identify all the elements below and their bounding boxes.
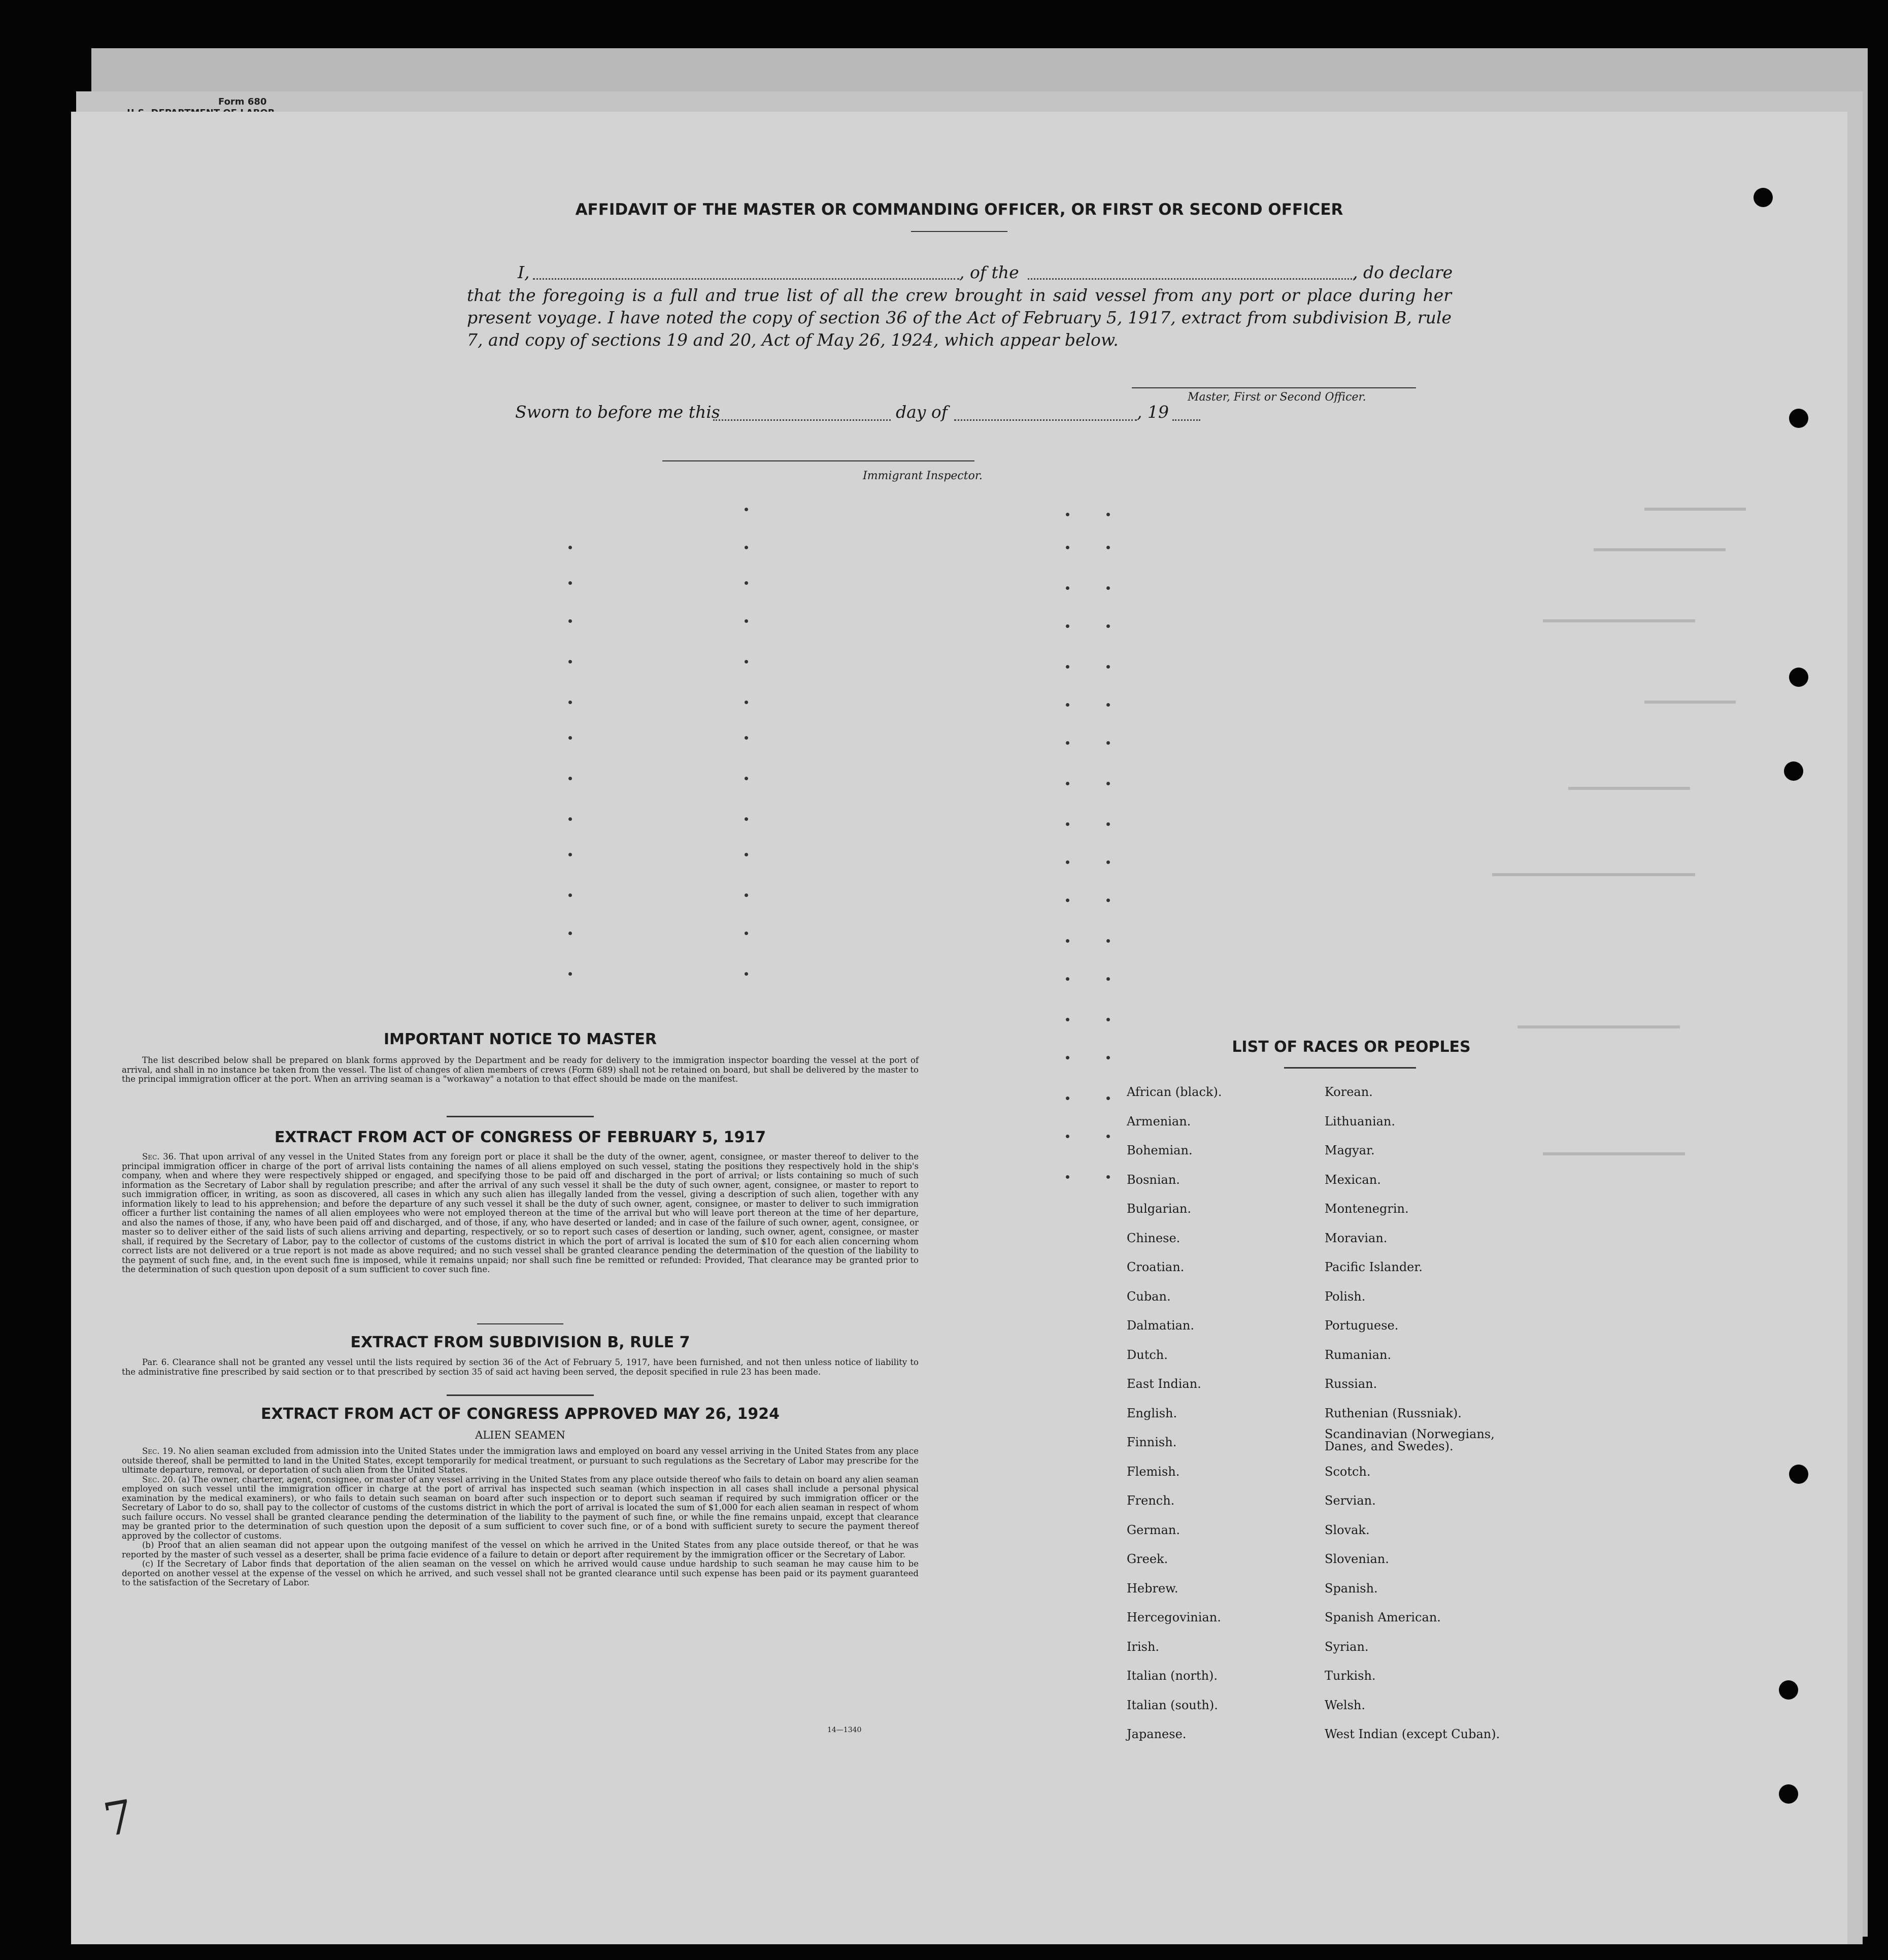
section-text: (a) The owner, charterer, agent, consignee, or master of any vessel arriving in the United States from any place outside thereof who fails to detain on board any alien seaman employed on such vessel until the immigration officer in charge at the port of arrival has inspected such seaman (which inspection in all cases shall include a personal physical examination by the medical examiners), or who fails to detain such seaman on board after such inspection or to deport such seaman if required by such immigration officer or the Secretary of Labor to do so, shall pay to the collector of customs of the customs district in which the port of arrival is located the sum of $1,000 for each alien seaman in respect of whom such failure occurs. No vessel shall be granted clearance pending the determination of the liability to the payment of such fine, or while the fine remains unpaid, except that clearance may be granted prior to the determination of such question upon the deposit of a sum sufficient to cover such fine, or of a bond with sufficient surety to secure the payment thereof approved by the collector of customs. [122, 1474, 919, 1541]
races-left-column [1127, 1078, 1309, 1749]
handwritten-mark: 7 [99, 1789, 138, 1848]
dot-mark [1066, 899, 1069, 902]
affidavit-line-of-the: , of the [959, 262, 1019, 282]
section-text: No alien seaman excluded from admission into the United States under the immigration laws and employed on board any vessel arriving in the United States from any place outside thereof, shall be permitted to land in the United States, except temporarily for medical treatment, or pursuant to such regulations as the Secretary of Labor may prescribe for the ultimate departure, removal, or deportation of such alien from the United States. [122, 1446, 919, 1475]
punch-hole [1784, 761, 1803, 781]
race-entry: Russian. [1325, 1377, 1377, 1391]
dot-mark [1106, 1018, 1110, 1021]
race-entry: Bohemian. [1127, 1143, 1193, 1157]
sworn-year: , 19 [1137, 402, 1169, 422]
race-entry: Dalmatian. [1127, 1318, 1195, 1333]
punch-hole [1789, 668, 1808, 687]
sec-19 [122, 1447, 919, 1475]
dot-mark [745, 932, 748, 935]
race-entry: Servian. [1325, 1493, 1376, 1508]
race-entry: East Indian. [1127, 1377, 1201, 1391]
race-entry: African (black). [1127, 1085, 1222, 1099]
dot-mark [1066, 586, 1069, 590]
sec-20b: (b) Proof that an alien seaman did not appear upon the outgoing manifest of the vessel on which he arrived in the United States from any place outside thereof, or that he was reported by the master of such vessel as a deserter, shall be prima facie evidence of a failure to detain or deport after requirement by the immigration officer or the Secretary of Labor. [122, 1540, 919, 1559]
section-label: Sec. 20. [142, 1474, 176, 1484]
race-entry: Rumanian. [1325, 1347, 1392, 1362]
notice-text: The list described below shall be prepared on blank forms approved by the Department and be ready for delivery to the immigration inspector boarding the vessel at the port of arrival, and shall in no instance be taken from the vessel. The list of changes of alien members of crews (Form 689) shall not be retained on board, but shall be delivered by the master to the principal immigration officer at the port. When an arriving seaman is a "workaway" a notation to that effect should be made on the manifest. [122, 1055, 919, 1084]
dot-mark [745, 508, 748, 511]
races-right-column [1325, 1078, 1528, 1749]
dot-mark [1106, 1097, 1110, 1100]
extract-1917-title: EXTRACT FROM ACT OF CONGRESS OF FEBRUARY 5, 1917 [274, 1128, 766, 1146]
race-entry: Polish. [1325, 1289, 1366, 1304]
race-entry: Scandinavian (Norwegians, Danes, and Swedes). [1325, 1427, 1495, 1453]
dot-mark [1106, 860, 1110, 864]
affidavit-line-i: I, [518, 262, 530, 282]
dot-mark [1066, 860, 1069, 864]
section-text: That upon arrival of any vessel in the United States from any foreign port or place it shall be the duty of the owner, agent, consignee, or master thereof to deliver to the principal immigration officer in charge of the port of arrival lists containing the names of all aliens employed on such vessel, stating the positions they respectively hold in the ship's company, when and where they were respectively shipped or engaged, and specifying those to be paid off and discharged in the port of arrival; or lists containing so much of such information as the Secretary of Labor shall by regulation prescribe; and after the arrival of any such vessel it shall be the duty of such owner, agent, consignee, or master to report to such immigration officer, in writing, as soon as discovered, all cases in which any such alien has illegally landed from the vessel, giving a description of such alien, together with any information likely to lead to his apprehension; and before the departure of any such vessel it shall be the duty of such owner, agent, consignee, or master to deliver to such immigration officer a further list containing the names of all alien employees who were not employed thereon at the time of the arrival but who will leave port thereon at the time of her departure, and also the names of those, if any, who have been paid off and discharged, and of those, if any, who have deserted or landed; and in case of the failure of such owner, agent, consignee, or master so to deliver either of the said lists of such aliens arriving and departing, respectively, or so to report such cases of desertion or landing, such owner, agent, consignee, or master shall, if required by the Secretary of Labor, pay to the collector of customs of the customs district in which the port of arrival is located the sum of $10 for each alien concerning whom correct lists are not delivered or a true report is not made as above required; and no such vessel shall be granted clearance pending the determination of the question of the liability to the payment of such fine, and, in the event such fine is imposed, while it remains unpaid; nor shall such fine be remitted or refunded: Provided, That clearance may be granted prior to the determination of such question upon deposit of a sum sufficient to cover such fine. [122, 1152, 919, 1274]
sec-20a [122, 1475, 919, 1541]
race-entry: Dutch. [1127, 1347, 1168, 1362]
master-signature-label: Master, First or Second Officer. [1188, 391, 1366, 404]
punch-hole [1754, 188, 1773, 207]
sworn-day-of: day of [896, 402, 948, 422]
race-entry: Italian (south). [1127, 1698, 1218, 1712]
dot-mark [568, 932, 572, 935]
affidavit-title: AFFIDAVIT OF THE MASTER OR COMMANDING OFFICER, OR FIRST OR SECOND OFFICER [575, 201, 1343, 219]
affidavit-body: that the foregoing is a full and true list of all the crew brought in said vessel from any port or place during her present voyage. I have noted the copy of section 36 of the Act of February 5, 1917, extract from subdivision B, rule 7, and copy of sections 19 and 20, Act of May 26, 1924, which appear below. [467, 285, 1452, 350]
race-entry: Greek. [1127, 1552, 1168, 1566]
dot-mark [568, 546, 572, 549]
notice-title: IMPORTANT NOTICE TO MASTER [384, 1031, 657, 1048]
bleed-through [1518, 1025, 1680, 1028]
dot-mark [1106, 899, 1110, 902]
divider [477, 1323, 563, 1324]
dot-mark [568, 660, 572, 663]
bleed-through [1543, 619, 1695, 622]
dot-mark [1066, 822, 1069, 826]
race-entry: Moravian. [1325, 1231, 1388, 1245]
sworn-year-blank [1172, 419, 1200, 421]
dot-mark [1066, 741, 1069, 745]
race-entry: West Indian (except Cuban). [1325, 1727, 1500, 1741]
dot-mark [745, 660, 748, 663]
divider [1284, 1067, 1416, 1069]
bleed-through [1594, 548, 1726, 551]
dot-mark [1106, 665, 1110, 669]
dot-mark [568, 972, 572, 976]
race-entry: Hebrew. [1127, 1581, 1178, 1596]
dot-mark [1106, 939, 1110, 943]
race-entry: Japanese. [1127, 1727, 1187, 1741]
dot-mark [568, 701, 572, 704]
divider [447, 1394, 594, 1396]
dot-mark [1106, 586, 1110, 590]
dot-mark [745, 546, 748, 549]
bleed-through [1492, 873, 1695, 876]
extract-1924-subtitle: ALIEN SEAMEN [475, 1429, 565, 1441]
race-entry: Syrian. [1325, 1639, 1369, 1654]
punch-hole [1779, 1784, 1798, 1804]
bleed-through [1644, 508, 1746, 511]
race-entry: Finnish. [1127, 1435, 1177, 1449]
dot-mark [1066, 977, 1069, 981]
race-entry: Scotch. [1325, 1464, 1371, 1479]
dot-mark [568, 817, 572, 821]
dot-mark [745, 581, 748, 585]
race-entry: Spanish American. [1325, 1610, 1441, 1624]
race-entry: Ruthenian (Russniak). [1325, 1406, 1462, 1420]
race-entry: Croatian. [1127, 1260, 1185, 1274]
sec-20c: (c) If the Secretary of Labor finds that deportation of the alien seaman on the vessel on which he arrived would cause undue hardship to such seaman he may cause him to be deported on another vessel at the expense of the vessel on which he arrived, and such vessel shall not be granted clearance until such expense has been paid or its payment guaranteed to the satisfaction of the Secretary of Labor. [122, 1559, 919, 1587]
dot-mark [1066, 939, 1069, 943]
sworn-day-blank [713, 419, 891, 421]
race-entry: Slovenian. [1325, 1552, 1389, 1566]
dot-mark [1106, 1056, 1110, 1059]
dot-mark [1066, 1135, 1069, 1138]
race-entry: Montenegrin. [1325, 1202, 1409, 1216]
dot-mark [1106, 624, 1110, 628]
dot-mark [745, 972, 748, 976]
dot-mark [745, 701, 748, 704]
dot-mark [745, 777, 748, 780]
dot-mark [568, 893, 572, 897]
race-entry: Chinese. [1127, 1231, 1181, 1245]
inspector-label: Immigrant Inspector. [863, 470, 983, 482]
dot-mark [1106, 703, 1110, 707]
race-entry: French. [1127, 1493, 1175, 1508]
dot-mark [1106, 513, 1110, 516]
races-title: LIST OF RACES OR PEOPLES [1232, 1038, 1471, 1056]
divider [911, 231, 1007, 232]
race-entry: Slovak. [1325, 1522, 1370, 1537]
dot-mark [1066, 546, 1069, 549]
bleed-through [1543, 1152, 1685, 1155]
race-entry: English. [1127, 1406, 1177, 1420]
vessel-blank [1028, 278, 1355, 280]
race-entry: Italian (north). [1127, 1669, 1218, 1683]
dot-mark [1066, 665, 1069, 669]
extract-1924-body [122, 1447, 919, 1588]
form-page [71, 112, 1847, 1944]
dot-mark [1106, 741, 1110, 745]
inspector-signature-line [662, 460, 974, 461]
print-code: 14—1340 [827, 1726, 862, 1734]
dot-mark [745, 619, 748, 623]
race-entry: Armenian. [1127, 1114, 1191, 1128]
race-entry: Korean. [1325, 1085, 1373, 1099]
punch-hole [1779, 1680, 1798, 1700]
race-entry: Welsh. [1325, 1698, 1365, 1712]
race-entry: Irish. [1127, 1639, 1160, 1654]
race-entry: Turkish. [1325, 1669, 1376, 1683]
dot-mark [1066, 513, 1069, 516]
dot-mark [568, 853, 572, 856]
dot-mark [1066, 1018, 1069, 1021]
race-entry: Bulgarian. [1127, 1202, 1191, 1216]
section-label: Sec. 19. [142, 1446, 176, 1456]
race-entry: Hercegovinian. [1127, 1610, 1221, 1624]
race-entry: Bosnian. [1127, 1172, 1180, 1187]
dot-mark [568, 619, 572, 623]
dot-mark [1106, 1175, 1110, 1179]
race-entry: Magyar. [1325, 1143, 1375, 1157]
race-entry: Cuban. [1127, 1289, 1171, 1304]
race-entry: Lithuanian. [1325, 1114, 1396, 1128]
dot-mark [1066, 703, 1069, 707]
dot-mark [1106, 546, 1110, 549]
punch-hole [1789, 1465, 1808, 1484]
dot-mark [1066, 624, 1069, 628]
extract-1924-title: EXTRACT FROM ACT OF CONGRESS APPROVED MAY 26, 1924 [261, 1405, 780, 1423]
race-entry: Pacific Islander. [1325, 1260, 1423, 1274]
sworn-prefix: Sworn to before me this [515, 402, 720, 422]
divider [447, 1116, 594, 1117]
dot-mark [745, 736, 748, 740]
affidavit-line-declare: , do declare [1353, 262, 1453, 282]
dot-mark [1106, 822, 1110, 826]
race-entry: Mexican. [1325, 1172, 1381, 1187]
sworn-month-blank [954, 419, 1137, 421]
bleed-through [1568, 787, 1690, 790]
dot-mark [1066, 1175, 1069, 1179]
dot-mark [1106, 977, 1110, 981]
section-label: Sec. 36. [142, 1152, 177, 1161]
dot-mark [1066, 1097, 1069, 1100]
extract-rule7-text: Par. 6. Clearance shall not be granted any vessel until the lists required by section 36 of the Act of February 5, 1917, have been furnished, and not then unless notice of liability to the administrative fine prescribed by said section or to that prescribed by section 35 of said act having been served, the deposit specified in rule 23 has been made. [122, 1357, 919, 1377]
extract-1917-text [122, 1152, 919, 1275]
bleed-through [1644, 701, 1736, 704]
race-entry: Flemish. [1127, 1464, 1180, 1479]
extract-rule7-title: EXTRACT FROM SUBDIVISION B, RULE 7 [350, 1334, 690, 1351]
dot-mark [745, 817, 748, 821]
dot-mark [568, 581, 572, 585]
dot-mark [1106, 782, 1110, 785]
dot-mark [568, 736, 572, 740]
dot-mark [1066, 1056, 1069, 1059]
punch-hole [1789, 409, 1808, 428]
master-signature-line [1132, 387, 1416, 388]
name-blank [533, 278, 959, 280]
dot-mark [1066, 782, 1069, 785]
dot-mark [568, 777, 572, 780]
back-form-number: Form 680 [218, 96, 267, 107]
race-entry: German. [1127, 1522, 1180, 1537]
dot-mark [745, 893, 748, 897]
race-entry: Portuguese. [1325, 1318, 1399, 1333]
race-entry: Spanish. [1325, 1581, 1378, 1596]
dot-mark [745, 853, 748, 856]
dot-mark [1106, 1135, 1110, 1138]
